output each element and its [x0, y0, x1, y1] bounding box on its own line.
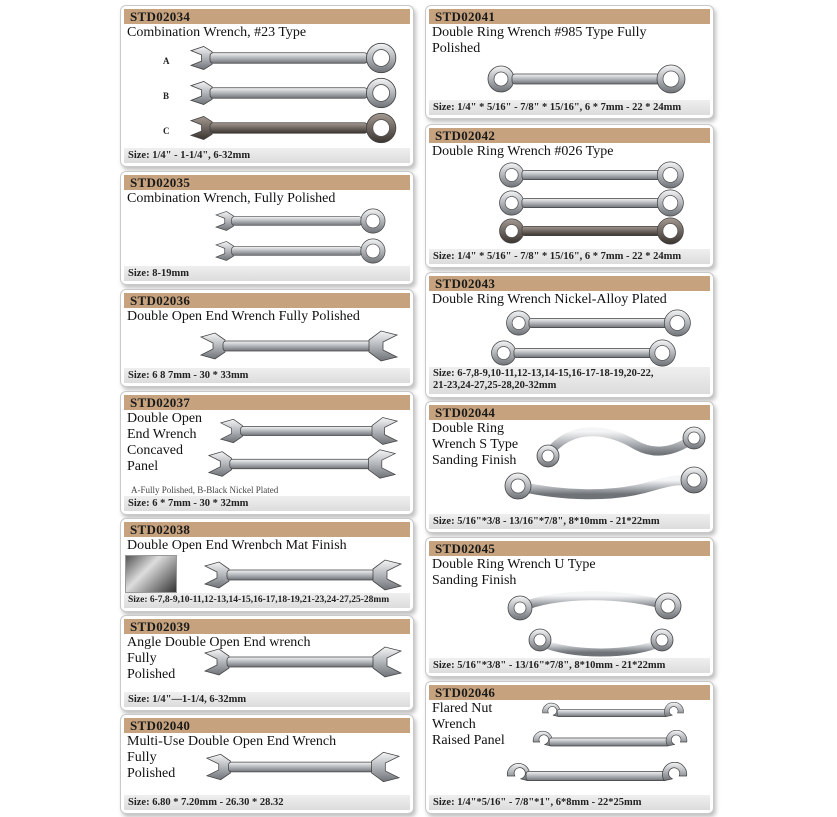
product-card-std02036[interactable]	[120, 289, 414, 387]
product-card-std02043[interactable]	[425, 272, 714, 398]
size-bar: Size: 6-7,8-9,10-11,12-13,14-15,16-17-18-19,20-22, 21-23,24-27,25-28,20-32mm	[429, 367, 710, 394]
product-code: STD02034	[124, 9, 410, 24]
product-title: Combination Wrench, Fully Polished	[127, 191, 336, 206]
variant-label-a: A	[163, 56, 170, 66]
product-code: STD02036	[124, 293, 410, 308]
size-bar: Size: 1/4" * 5/16" - 7/8" * 15/16", 6 * 7mm - 22 * 24mm	[429, 100, 710, 115]
size-bar: Size: 1/4" * 5/16" - 7/8" * 15/16", 6 * 7mm - 22 * 24mm	[429, 249, 710, 264]
product-title: Combination Wrench, #23 Type	[127, 25, 307, 40]
size-bar: Size: 6 * 7mm - 30 * 32mm	[124, 496, 410, 511]
product-code: STD02045	[429, 541, 710, 556]
product-title: Double Open End Wrenbch Mat Finish	[127, 538, 347, 553]
wrench-image	[486, 217, 696, 245]
product-title: Double Open End Wrench Fully Polished	[127, 309, 360, 324]
wrench-image	[538, 702, 688, 724]
size-bar: Size: 8-19mm	[124, 266, 410, 281]
product-code: STD02038	[124, 522, 410, 537]
product-card-std02037[interactable]	[120, 391, 414, 515]
wrench-image	[492, 762, 702, 790]
size-bar: Size: 6-7,8-9,10-11,12-13,14-15,16-17,18-19,21-23,24-27,25-28mm	[124, 593, 410, 608]
wrench-image	[189, 42, 399, 74]
wrench-image	[201, 208, 401, 234]
finish-note: A-Fully Polished, B-Black Nickel Plated	[131, 485, 279, 495]
size-bar: Size: 5/16"*3/8 - 13/16"*7/8", 8*10mm - 21*22mm	[429, 514, 710, 529]
product-title: Double Ring Wrench #985 Type Fully Polished	[432, 25, 647, 56]
product-code: STD02044	[429, 405, 710, 420]
wrench-image	[201, 238, 401, 264]
size-bar: Size: 5/16"*3/8" - 13/16"*7/8", 8*10mm - 21*22mm	[429, 658, 710, 673]
size-bar: Size: 6.80 * 7.20mm - 26.30 * 28.32	[124, 795, 410, 810]
product-card-std02042[interactable]	[425, 124, 714, 268]
wrench-image	[219, 416, 399, 446]
product-title: Angle Double Open End wrench Fully Polished	[127, 635, 311, 682]
variant-label-b: B	[163, 91, 170, 101]
product-title: Double Ring Wrench S Type Sanding Finish	[432, 421, 519, 468]
u-wrench-image	[504, 588, 684, 624]
u-wrench-image	[526, 624, 676, 658]
wrench-image	[205, 751, 401, 783]
product-code: STD02041	[429, 9, 710, 24]
wrench-image	[207, 448, 397, 480]
variant-label-c: C	[163, 126, 170, 136]
closeup-image	[125, 555, 177, 593]
product-card-std02045[interactable]	[425, 537, 714, 677]
product-card-std02041[interactable]	[425, 5, 714, 119]
product-card-std02034[interactable]	[120, 5, 414, 167]
product-title: Double Ring Wrench #026 Type	[432, 144, 614, 159]
product-title: Double Ring Wrench Nickel-Alloy Plated	[432, 292, 667, 307]
wrench-image	[478, 339, 688, 367]
wrench-image	[189, 77, 399, 109]
s-wrench-image	[502, 462, 710, 512]
size-bar: Size: 6 8 7mm - 30 * 33mm	[124, 368, 410, 383]
product-card-std02046[interactable]	[425, 681, 714, 814]
product-card-std02039[interactable]	[120, 615, 414, 711]
product-title: Flared Nut Wrench Raised Panel	[432, 701, 505, 748]
product-code: STD02046	[429, 685, 710, 700]
product-code: STD02040	[124, 718, 410, 733]
product-code: STD02043	[429, 276, 710, 291]
product-title: Double Ring Wrench U Type Sanding Finish	[432, 557, 596, 588]
wrench-image	[203, 646, 403, 678]
product-code: STD02042	[429, 128, 710, 143]
size-bar: Size: 1/4" - 1-1/4", 6-32mm	[124, 148, 410, 163]
product-card-std02035[interactable]	[120, 171, 414, 285]
product-code: STD02037	[124, 395, 410, 410]
product-title: Multi-Use Double Open End Wrench Fully Polished	[127, 734, 337, 781]
wrench-image	[203, 559, 403, 591]
product-card-std02040[interactable]	[120, 714, 414, 814]
product-card-std02044[interactable]	[425, 401, 714, 533]
wrench-image	[189, 112, 399, 144]
wrench-image	[199, 330, 399, 362]
size-bar: Size: 1/4"*5/16" - 7/8"*1", 6*8mm - 22*25mm	[429, 795, 710, 810]
wrench-image	[486, 189, 696, 217]
size-bar: Size: 1/4"—1-1/4, 6-32mm	[124, 692, 410, 707]
wrench-image	[524, 730, 696, 754]
wrench-image	[486, 161, 696, 189]
wrench-image	[476, 64, 696, 94]
product-card-std02038[interactable]	[120, 518, 414, 612]
product-code: STD02039	[124, 619, 410, 634]
product-code: STD02035	[124, 175, 410, 190]
wrench-image	[498, 309, 698, 337]
product-title: Double Open End Wrench Concaved Panel	[127, 411, 203, 474]
